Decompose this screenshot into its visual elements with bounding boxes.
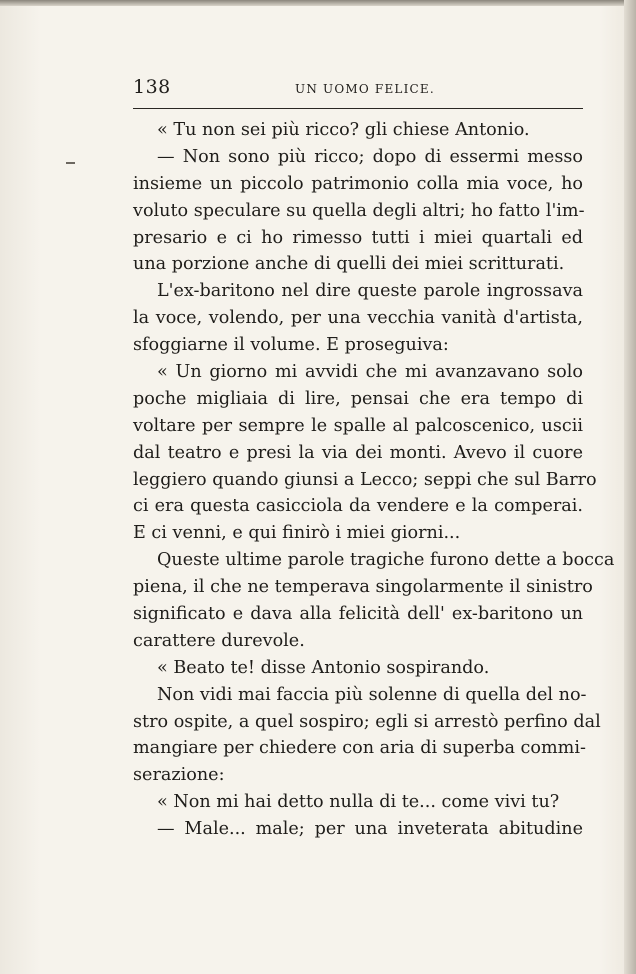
text-line: — Male... male; per una inveterata abitudine	[157, 819, 583, 840]
text-line: ci era questa casicciola da vendere e la comperai.	[133, 496, 583, 517]
text-line: piena, il che ne temperava singolarmente il sinistro	[133, 577, 593, 598]
text-line: Non vidi mai faccia più solenne di quella del no-	[157, 684, 587, 705]
text-line: serazione:	[133, 765, 225, 786]
text-line: carattere durevole.	[133, 630, 305, 651]
text-line: stro ospite, a quel sospiro; egli si arrestò perfino dal	[133, 711, 601, 732]
text-line: E ci venni, e qui finirò i miei giorni...	[133, 523, 461, 544]
text-line: « Non mi hai detto nulla di te... come vivi tu?	[157, 792, 560, 813]
page-number: 138	[133, 76, 171, 98]
text-line: « Un giorno mi avvidi che mi avanzavano solo	[157, 362, 583, 383]
scan-top-edge	[0, 0, 636, 6]
text-line: dal teatro e presi la via dei monti. Avevo il cuore	[133, 442, 583, 463]
text-line: mangiare per chiedere con aria di superba commi-	[133, 738, 586, 759]
page-header	[133, 76, 583, 102]
text-line: — Non sono più ricco; dopo di essermi messo	[157, 146, 583, 167]
text-line: voluto speculare su quella degli altri; ho fatto l'im-	[133, 200, 585, 221]
body-text	[133, 117, 615, 843]
text-line: significato e dava alla felicità dell' ex-baritono un	[133, 604, 583, 625]
header-rule	[133, 108, 583, 109]
text-line: « Tu non sei più ricco? gli chiese Antonio.	[157, 120, 530, 140]
page-right-edge	[624, 0, 636, 974]
text-line: « Beato te! disse Antonio sospirando.	[157, 657, 490, 678]
text-line: leggiero quando giunsi a Lecco; seppi che sul Barro	[133, 469, 597, 490]
text-line: poche migliaia di lire, pensai che era tempo di	[133, 388, 583, 409]
margin-mark	[66, 162, 75, 164]
text-line: una porzione anche di quelli dei miei scritturati.	[133, 254, 565, 275]
text-line: voltare per sempre le spalle al palcoscenico, uscii	[133, 415, 583, 436]
text-line: insieme un piccolo patrimonio colla mia voce, ho	[133, 173, 583, 194]
text-line: L'ex-baritono nel dire queste parole ingrossava	[157, 281, 583, 302]
text-line: presario e ci ho rimesso tutti i miei quartali ed	[133, 227, 583, 248]
running-title: UN UOMO FELICE.	[295, 82, 435, 96]
text-line: sfoggiarne il volume. E proseguiva:	[133, 335, 449, 356]
text-line: la voce, volendo, per una vecchia vanità d'artista,	[133, 308, 583, 329]
text-line: Queste ultime parole tragiche furono dette a bocca	[157, 550, 615, 571]
